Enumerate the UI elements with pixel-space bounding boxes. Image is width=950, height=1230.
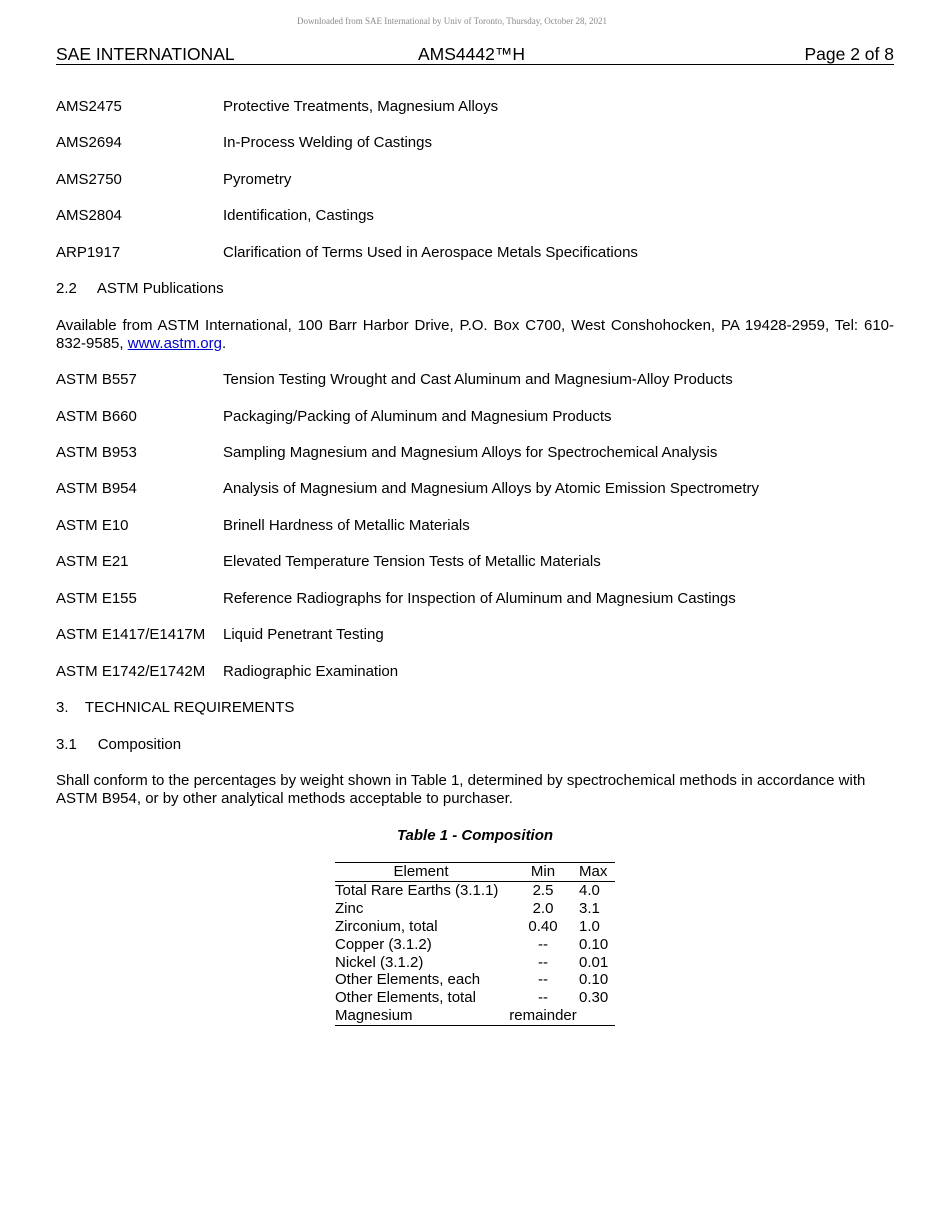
column-header-min: Min	[507, 863, 579, 882]
cell-element: Other Elements, total	[335, 989, 476, 1007]
reference-title: Radiographic Examination	[223, 663, 399, 680]
table-row	[335, 971, 615, 989]
table-row	[335, 954, 615, 972]
astm-website-link[interactable]: www.astm.org	[127, 335, 222, 352]
reference-title: Liquid Penetrant Testing	[223, 626, 384, 643]
cell-max	[579, 1007, 615, 1025]
reference-code: ASTM B660	[56, 408, 137, 425]
cell-min: --	[538, 953, 548, 971]
cell-max: 3.1	[579, 899, 600, 917]
download-watermark: Downloaded from SAE International by Univ of Toronto, Thursday, October 28, 2021	[297, 16, 607, 26]
reference-code: ASTM B953	[56, 444, 137, 461]
reference-code: ASTM E10	[56, 517, 129, 534]
cell-min: --	[538, 989, 548, 1007]
section-3-1-heading: 3.1 Composition	[56, 736, 182, 753]
cell-element: Copper (3.1.2)	[335, 935, 432, 953]
cell-element: Zinc	[335, 899, 364, 917]
reference-code: ARP1917	[56, 244, 121, 261]
reference-code: ASTM E1417/E1417M	[56, 626, 206, 643]
cell-max: 1.0	[579, 917, 600, 935]
table-row	[335, 1007, 615, 1025]
reference-title: Reference Radiographs for Inspection of Aluminum and Magnesium Castings	[223, 590, 736, 607]
cell-max: 0.01	[579, 953, 609, 971]
reference-code: ASTM B557	[56, 371, 137, 388]
composition-table	[335, 862, 615, 1026]
reference-title: Clarification of Terms Used in Aerospace Metals Specifications	[223, 244, 638, 261]
reference-code: AMS2475	[56, 98, 122, 115]
cell-element: Other Elements, each	[335, 971, 481, 989]
reference-title: Analysis of Magnesium and Magnesium Alloys by Atomic Emission Spectrometry	[223, 480, 760, 497]
table-row	[335, 989, 615, 1007]
cell-min: remainder	[507, 1007, 579, 1025]
cell-max: 0.30	[579, 989, 609, 1007]
cell-element: Nickel (3.1.2)	[335, 953, 424, 971]
availability-period: .	[221, 335, 227, 352]
cell-element: Total Rare Earths (3.1.1)	[335, 881, 499, 899]
reference-code: ASTM B954	[56, 480, 137, 497]
table-row	[335, 936, 615, 954]
table-header-row	[335, 863, 615, 882]
cell-max: 0.10	[579, 935, 609, 953]
reference-title: Identification, Castings	[223, 207, 374, 224]
reference-code: AMS2750	[56, 171, 122, 188]
reference-title: Protective Treatments, Magnesium Alloys	[223, 98, 499, 115]
table-row	[335, 881, 615, 899]
cell-element: Magnesium	[335, 1007, 507, 1025]
cell-min: 2.0	[532, 899, 554, 917]
reference-code: ASTM E155	[56, 590, 137, 607]
reference-code: AMS2694	[56, 134, 122, 151]
page-header	[56, 44, 894, 65]
reference-title: Packaging/Packing of Aluminum and Magnesium Products	[223, 408, 612, 425]
reference-title: Brinell Hardness of Metallic Materials	[223, 517, 470, 534]
section-3-heading: 3. TECHNICAL REQUIREMENTS	[56, 699, 295, 716]
reference-title: Elevated Temperature Tension Tests of Metallic Materials	[223, 553, 601, 570]
column-header-element: Element	[335, 863, 507, 882]
cell-max: 0.10	[579, 971, 609, 989]
header-org: SAE INTERNATIONAL	[56, 44, 235, 64]
reference-title: In-Process Welding of Castings	[223, 134, 432, 151]
availability-text: Available from ASTM International, 100 Barr Harbor Drive, P.O. Box C700, West Conshohocken, PA 19428-2959, Tel: 610-832-9585,	[56, 317, 894, 352]
cell-min: 2.5	[532, 881, 554, 899]
reference-code: ASTM E21	[56, 553, 129, 570]
table-row	[335, 918, 615, 936]
section-2-2-heading: 2.2 ASTM Publications	[56, 280, 224, 297]
cell-min: 0.40	[528, 917, 558, 935]
reference-code: ASTM E1742/E1742M	[56, 663, 206, 680]
table-row	[335, 900, 615, 918]
reference-title: Tension Testing Wrought and Cast Aluminum and Magnesium-Alloy Products	[223, 371, 733, 388]
reference-title: Sampling Magnesium and Magnesium Alloys for Spectrochemical Analysis	[223, 444, 718, 461]
table-1-caption: Table 1 - Composition	[396, 827, 554, 844]
column-header-max: Max	[579, 863, 615, 882]
reference-title: Pyrometry	[223, 171, 292, 188]
astm-availability-paragraph	[56, 317, 894, 353]
cell-min: --	[538, 971, 548, 989]
composition-paragraph: Shall conform to the percentages by weight shown in Table 1, determined by spectrochemical methods in accordance with ASTM B954, or by other analytical methods acceptable to purchaser.	[56, 772, 866, 807]
cell-element: Zirconium, total	[335, 917, 438, 935]
header-page-number: Page 2 of 8	[804, 44, 894, 64]
header-doc-number: AMS4442™H	[418, 44, 525, 64]
cell-max: 4.0	[579, 881, 600, 899]
reference-code: AMS2804	[56, 207, 122, 224]
cell-min: --	[538, 935, 548, 953]
